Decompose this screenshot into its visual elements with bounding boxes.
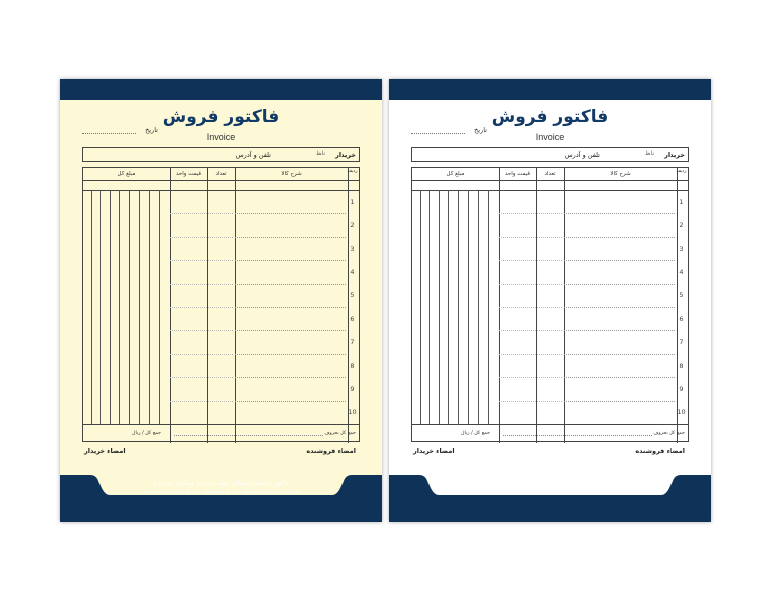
amount-subcolumn-divider <box>149 190 150 424</box>
row-dotted-divider <box>170 237 233 238</box>
header-band <box>389 79 711 100</box>
total-in-words-label: جمع کل بحروف <box>324 431 356 436</box>
items-table <box>82 167 360 442</box>
row-dotted-divider <box>235 354 346 355</box>
row-dotted-divider <box>564 401 675 402</box>
row-number: 8 <box>679 361 684 370</box>
row-dotted-divider <box>564 330 675 331</box>
invoice-title: فاکتور فروش <box>491 107 609 127</box>
row-dotted-divider <box>499 260 562 261</box>
row-number: 5 <box>679 291 684 300</box>
col-header-quantity: تعداد <box>215 171 227 177</box>
row-dotted-divider <box>235 307 346 308</box>
row-number: 1 <box>679 197 684 206</box>
row-dotted-divider <box>499 354 562 355</box>
footer-line-1: فاکتور با امضاء جنابعالی قطعی شده و هیچگونه کسری و <box>153 481 289 487</box>
row-dotted-divider <box>235 284 346 285</box>
footer-terms <box>437 480 663 496</box>
row-number: 4 <box>679 267 684 276</box>
row-dotted-divider <box>170 213 233 214</box>
row-dotted-divider <box>170 307 233 308</box>
date-label: تاریخ <box>474 126 487 134</box>
totals-divider <box>412 424 688 425</box>
header-bottom-divider <box>83 190 359 191</box>
row-dotted-divider <box>564 307 675 308</box>
seller-signature-label: امضاء فروشنده <box>306 447 356 455</box>
total-rial-label: جمع کل / ریال <box>132 431 161 436</box>
invoice-title: فاکتور فروش <box>162 107 280 127</box>
buyer-signature-label: امضاء خریدار <box>413 447 455 455</box>
amount-subcolumn-divider <box>420 190 421 424</box>
header-divider <box>83 180 359 181</box>
row-dotted-divider <box>235 237 346 238</box>
header-band <box>60 79 382 100</box>
row-number: 9 <box>679 384 684 393</box>
row-number: 10 <box>677 408 686 417</box>
row-dotted-divider <box>235 401 346 402</box>
column-divider <box>677 168 678 443</box>
items-table <box>411 167 689 442</box>
total-rial-label: جمع کل / ریال <box>461 431 490 436</box>
buyer-label: خریدار <box>664 151 685 159</box>
row-number: 9 <box>350 384 355 393</box>
row-number: 10 <box>348 408 357 417</box>
buyer-stamp-icon: ناظ <box>644 150 654 157</box>
row-dotted-divider <box>499 237 562 238</box>
amount-subcolumn-divider <box>458 190 459 424</box>
column-divider <box>207 168 208 443</box>
buyer-box <box>82 147 360 162</box>
row-dotted-divider <box>235 213 346 214</box>
col-header-unit-price: قیمت واحد <box>175 171 202 177</box>
invoice-sheet-cream <box>60 79 382 522</box>
invoice-subtitle: Invoice <box>206 132 236 142</box>
row-dotted-divider <box>499 284 562 285</box>
amount-subcolumn-divider <box>139 190 140 424</box>
col-header-description: شرح کالا <box>281 171 302 177</box>
header-bottom-divider <box>412 190 688 191</box>
row-dotted-divider <box>564 260 675 261</box>
row-dotted-divider <box>235 330 346 331</box>
row-dotted-divider <box>499 377 562 378</box>
row-number: 6 <box>679 314 684 323</box>
total-words-dotted-line <box>174 435 323 436</box>
buyer-stamp-icon: ناظ <box>315 150 325 157</box>
row-number: 2 <box>350 221 355 230</box>
buyer-label: خریدار <box>335 151 356 159</box>
buyer-box <box>411 147 689 162</box>
amount-subcolumn-divider <box>159 190 160 424</box>
column-divider <box>499 168 500 443</box>
header-divider <box>412 180 688 181</box>
row-number: 3 <box>350 244 355 253</box>
row-dotted-divider <box>564 377 675 378</box>
date-field <box>82 125 158 137</box>
row-dotted-divider <box>564 213 675 214</box>
footer-line-2: مرجوعی پذیرفته نخواهد شد و مبلغ فوق بر ذمه خریدار می باشد. <box>143 489 299 495</box>
totals-divider <box>83 424 359 425</box>
column-divider <box>564 168 565 443</box>
total-in-words-label: جمع کل بحروف <box>653 431 685 436</box>
date-dotted-line <box>411 133 465 134</box>
amount-subcolumn-divider <box>119 190 120 424</box>
col-header-row-no: ردیف <box>347 169 358 174</box>
row-dotted-divider <box>499 401 562 402</box>
invoice-subtitle: Invoice <box>535 132 565 142</box>
amount-subcolumn-divider <box>110 190 111 424</box>
column-divider <box>348 168 349 443</box>
row-dotted-divider <box>170 330 233 331</box>
buyer-signature-label: امضاء خریدار <box>84 447 126 455</box>
col-header-total-price: مبلغ کل <box>117 171 136 177</box>
amount-subcolumn-divider <box>468 190 469 424</box>
row-dotted-divider <box>170 354 233 355</box>
col-header-unit-price: قیمت واحد <box>504 171 531 177</box>
amount-subcolumn-divider <box>488 190 489 424</box>
row-dotted-divider <box>499 307 562 308</box>
invoice-sheet-white <box>389 79 711 522</box>
row-dotted-divider <box>235 260 346 261</box>
contact-label: تلفن و آدرس <box>564 151 600 159</box>
row-number: 2 <box>679 221 684 230</box>
amount-subcolumn-divider <box>429 190 430 424</box>
row-dotted-divider <box>564 284 675 285</box>
col-header-quantity: تعداد <box>544 171 556 177</box>
amount-subcolumn-divider <box>478 190 479 424</box>
row-number: 7 <box>679 338 684 347</box>
row-number: 1 <box>350 197 355 206</box>
row-number: 5 <box>350 291 355 300</box>
footer-line-1: فاکتور با امضاء جنابعالی قطعی شده و هیچگونه کسری و <box>482 481 618 487</box>
row-number: 7 <box>350 338 355 347</box>
footer-line-2: مرجوعی پذیرفته نخواهد شد و مبلغ فوق بر ذمه خریدار می باشد. <box>472 489 628 495</box>
date-label: تاریخ <box>145 126 158 134</box>
row-dotted-divider <box>564 354 675 355</box>
row-dotted-divider <box>170 401 233 402</box>
row-dotted-divider <box>499 330 562 331</box>
total-words-dotted-line <box>503 435 652 436</box>
col-header-row-no: ردیف <box>676 169 687 174</box>
row-dotted-divider <box>170 284 233 285</box>
column-divider <box>235 168 236 443</box>
amount-subcolumn-divider <box>448 190 449 424</box>
col-header-total-price: مبلغ کل <box>446 171 465 177</box>
seller-signature-label: امضاء فروشنده <box>635 447 685 455</box>
column-divider <box>170 168 171 443</box>
row-dotted-divider <box>235 377 346 378</box>
contact-label: تلفن و آدرس <box>235 151 271 159</box>
row-number: 4 <box>350 267 355 276</box>
row-dotted-divider <box>170 377 233 378</box>
amount-subcolumn-divider <box>129 190 130 424</box>
row-dotted-divider <box>564 237 675 238</box>
amount-subcolumn-divider <box>100 190 101 424</box>
column-divider <box>536 168 537 443</box>
date-dotted-line <box>82 133 136 134</box>
amount-subcolumn-divider <box>439 190 440 424</box>
col-header-description: شرح کالا <box>610 171 631 177</box>
row-dotted-divider <box>170 260 233 261</box>
row-number: 3 <box>679 244 684 253</box>
row-number: 6 <box>350 314 355 323</box>
row-number: 8 <box>350 361 355 370</box>
row-dotted-divider <box>499 213 562 214</box>
footer-terms <box>108 480 334 496</box>
amount-subcolumn-divider <box>91 190 92 424</box>
date-field <box>411 125 487 137</box>
